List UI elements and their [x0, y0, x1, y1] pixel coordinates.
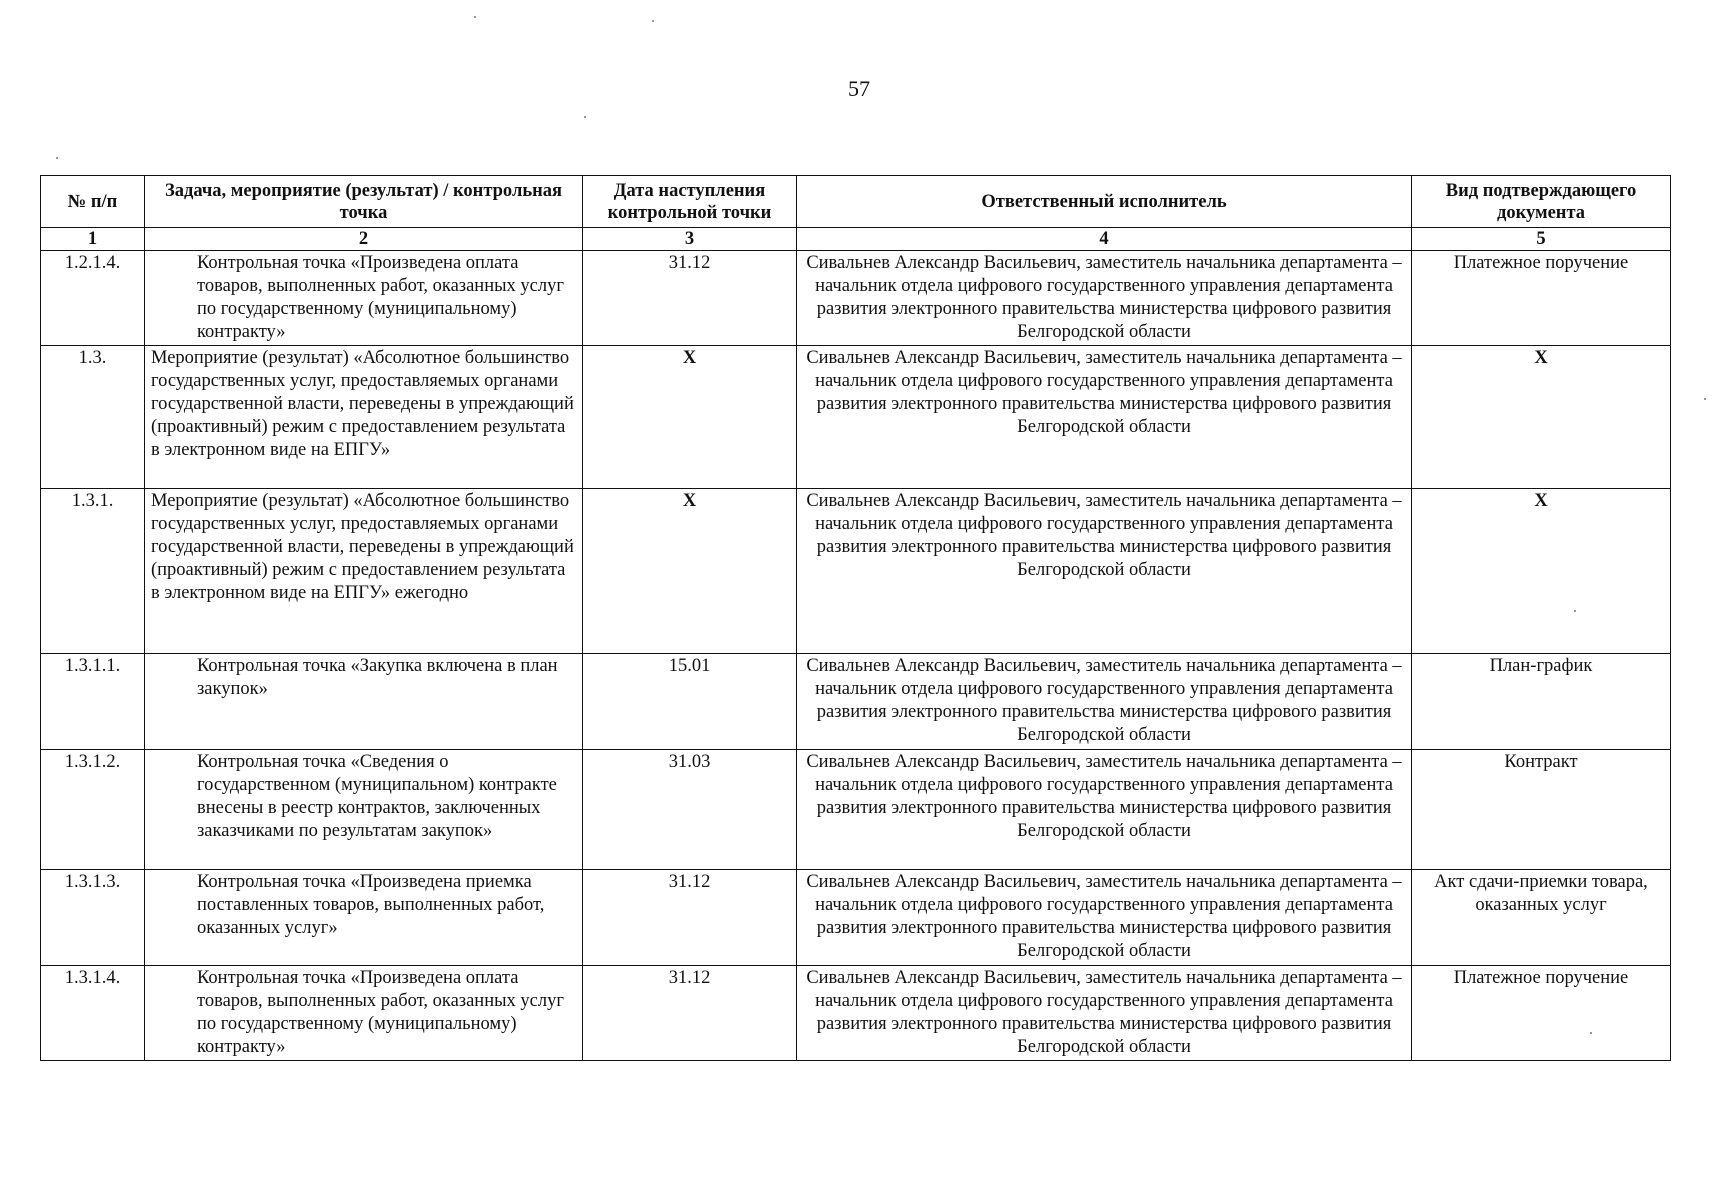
- control-points-table: [40, 175, 1671, 1061]
- row-executor: Сивальнев Александр Васильевич, заместитель начальника департамента – начальник отдела цифрового государственного управления департамента развития электронного правительства министерства цифрового развития Белгородской области: [797, 251, 1412, 346]
- scan-speck: [584, 116, 586, 118]
- row-document: План-график: [1412, 654, 1671, 750]
- scan-speck: [1590, 1032, 1592, 1034]
- row-date: 31.12: [583, 966, 797, 1061]
- row-task: Мероприятие (результат) «Абсолютное большинство государственных услуг, предоставляемых органами государственной власти, переведены в упреждающий (проактивный) режим с предоставлением результата в электронном виде на ЕПГУ» ежегодно: [145, 489, 583, 654]
- column-number-row: [41, 228, 1671, 251]
- table-row: [41, 654, 1671, 750]
- row-document: Контракт: [1412, 750, 1671, 870]
- scan-speck: [56, 157, 58, 159]
- row-task: Контрольная точка «Сведения о государственном (муниципальном) контракте внесены в реестр контрактов, заключенных заказчиками по результатам закупок»: [145, 750, 583, 870]
- row-number: 1.3.1.1.: [41, 654, 145, 750]
- header-number: № п/п: [41, 176, 145, 228]
- column-number: 2: [145, 228, 583, 251]
- row-number: 1.2.1.4.: [41, 251, 145, 346]
- row-number: 1.3.1.4.: [41, 966, 145, 1061]
- table-row: [41, 870, 1671, 966]
- table-row: [41, 346, 1671, 489]
- column-number: 1: [41, 228, 145, 251]
- row-executor: Сивальнев Александр Васильевич, заместитель начальника департамента – начальник отдела цифрового государственного управления департамента развития электронного правительства министерства цифрового развития Белгородской области: [797, 346, 1412, 489]
- row-date: 31.12: [583, 251, 797, 346]
- table-header-row: [41, 176, 1671, 228]
- row-task: Контрольная точка «Произведена приемка поставленных товаров, выполненных работ, оказанных услуг»: [145, 870, 583, 966]
- row-number: 1.3.1.: [41, 489, 145, 654]
- row-executor: Сивальнев Александр Васильевич, заместитель начальника департамента – начальник отдела цифрового государственного управления департамента развития электронного правительства министерства цифрового развития Белгородской области: [797, 870, 1412, 966]
- table-row: [41, 750, 1671, 870]
- row-document: Х: [1412, 346, 1671, 489]
- scan-speck: [474, 16, 476, 18]
- row-date: 31.03: [583, 750, 797, 870]
- column-number: 3: [583, 228, 797, 251]
- row-task: Контрольная точка «Закупка включена в план закупок»: [145, 654, 583, 750]
- table-row: [41, 251, 1671, 346]
- row-task: Контрольная точка «Произведена оплата товаров, выполненных работ, оказанных услуг по государственному (муниципальному) контракту»: [145, 966, 583, 1061]
- row-number: 1.3.: [41, 346, 145, 489]
- row-document: Платежное поручение: [1412, 251, 1671, 346]
- row-number: 1.3.1.2.: [41, 750, 145, 870]
- row-task: Мероприятие (результат) «Абсолютное большинство государственных услуг, предоставляемых органами государственной власти, переведены в упреждающий (проактивный) режим с предоставлением результата в электронном виде на ЕПГУ»: [145, 346, 583, 489]
- row-executor: Сивальнев Александр Васильевич, заместитель начальника департамента – начальник отдела цифрового государственного управления департамента развития электронного правительства министерства цифрового развития Белгородской области: [797, 750, 1412, 870]
- header-date: Дата наступления контрольной точки: [583, 176, 797, 228]
- column-number: 5: [1412, 228, 1671, 251]
- row-number: 1.3.1.3.: [41, 870, 145, 966]
- scan-speck: [1704, 398, 1706, 400]
- row-executor: Сивальнев Александр Васильевич, заместитель начальника департамента – начальник отдела цифрового государственного управления департамента развития электронного правительства министерства цифрового развития Белгородской области: [797, 489, 1412, 654]
- row-date: Х: [583, 346, 797, 489]
- header-document: Вид подтверждающего документа: [1412, 176, 1671, 228]
- header-task: Задача, мероприятие (результат) / контрольная точка: [145, 176, 583, 228]
- row-executor: Сивальнев Александр Васильевич, заместитель начальника департамента – начальник отдела цифрового государственного управления департамента развития электронного правительства министерства цифрового развития Белгородской области: [797, 654, 1412, 750]
- page-number: 57: [848, 76, 870, 101]
- row-document: Х: [1412, 489, 1671, 654]
- row-date: Х: [583, 489, 797, 654]
- row-date: 15.01: [583, 654, 797, 750]
- row-document: Акт сдачи-приемки товара, оказанных услуг: [1412, 870, 1671, 966]
- row-executor: Сивальнев Александр Васильевич, заместитель начальника департамента – начальник отдела цифрового государственного управления департамента развития электронного правительства министерства цифрового развития Белгородской области: [797, 966, 1412, 1061]
- row-document: Платежное поручение: [1412, 966, 1671, 1061]
- table-row: [41, 966, 1671, 1061]
- row-task: Контрольная точка «Произведена оплата товаров, выполненных работ, оказанных услуг по государственному (муниципальному) контракту»: [145, 251, 583, 346]
- column-number: 4: [797, 228, 1412, 251]
- row-date: 31.12: [583, 870, 797, 966]
- table-row: [41, 489, 1671, 654]
- scan-speck: [652, 20, 654, 22]
- header-executor: Ответственный исполнитель: [797, 176, 1412, 228]
- scan-speck: [1574, 610, 1576, 612]
